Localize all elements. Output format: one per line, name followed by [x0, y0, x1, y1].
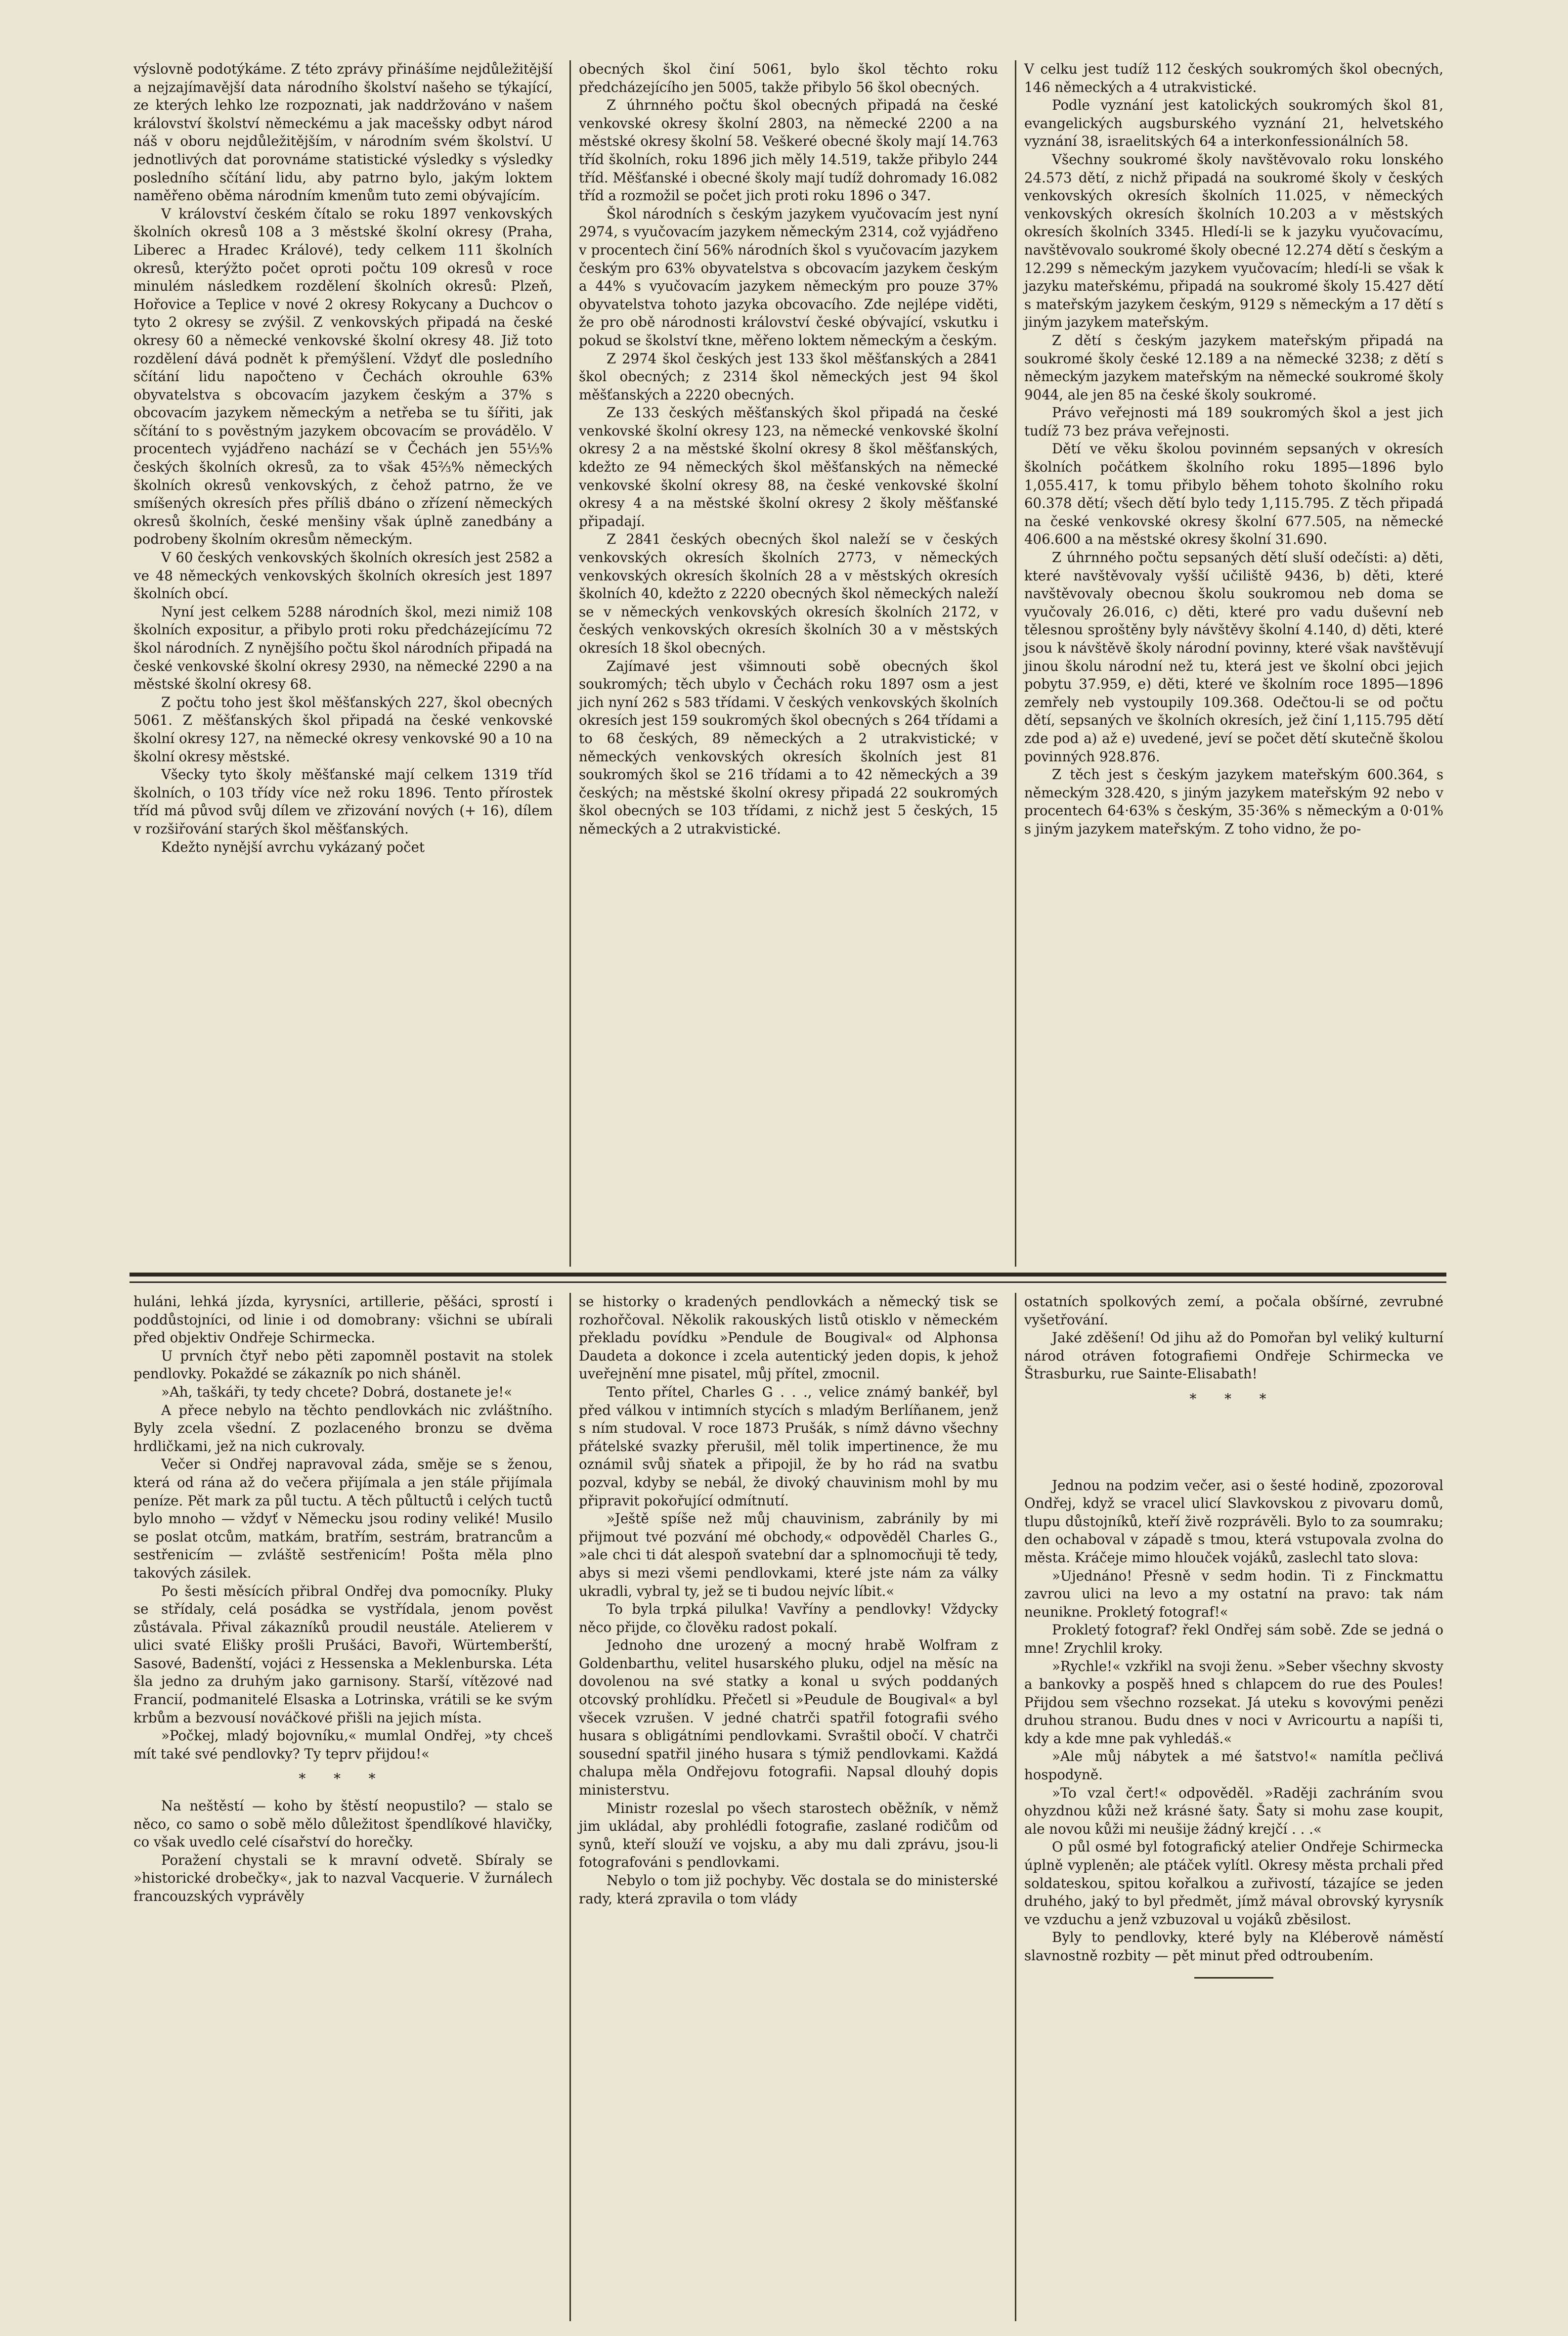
paragraph: Z úhrnného počtu škol obecných připadá na české venkovské okresy školní 2803, na německé 2200 a na městské okresy školní 58. Veškeré obecné školy mají 14.763 tříd školních, roku 1896 jich měly 14.519, takže přibylo 244 tříd. Měšťanské i obecné školy mají tudíž dohromady 16.082 tříd a rozmožil se počet jich proti roku 1896 o 347. — [579, 97, 998, 204]
paragraph: Z počtu toho jest škol měšťanských 227, škol obecných 5061. Z měšťanských škol připadá na české venkovské školní okresy 127, na německé okresy venkovské 90 a 10 na školní okresy městské. — [133, 694, 553, 765]
paragraph: V celku jest tudíž 112 českých soukromých škol obecných, 146 německých a 4 utrakvistické. — [1024, 61, 1443, 95]
paragraph: V 60 českých venkovských školních okresích jest 2582 a ve 48 německých venkovských školních okresích jest 1897 školních obcí. — [133, 549, 553, 602]
paragraph: Jednou na podzim večer, asi o šesté hodině, zpozoroval Ondřej, když se vracel ulicí Slavkovskou z pivovaru domů, tlupu důstojníků, kteří živě rozprávěli. Bylo to za soumraku; den ochaboval v západě s tmou, která vstupovala zvolna do města. Kráčeje mimo hlouček vojáků, zaslechl tato slova: — [1024, 1477, 1443, 1566]
paragraph: A přece nebylo na těchto pendlovkách nic zvláštního. Byly zcela všední. Z pozlaceného bronzu se dvěma hrdličkami, jež na nich cukrovaly. — [133, 1402, 553, 1454]
paragraph: Z dětí s českým jazykem mateřským připadá na soukromé školy české 12.189 a na německé 3238; z dětí s německým jazykem mateřským na německé soukromé školy 9044, ale jen 85 na české školy soukromé. — [1024, 332, 1443, 403]
paragraph: huláni, lehká jízda, kyrysníci, artillerie, pěšáci, sprostí i poddůstojníci, od linie i od domobrany: všichni se ubírali před objektiv Ondřeje Schirmecka. — [133, 1293, 553, 1346]
paragraph: Dětí ve věku školou povinném sepsaných v okresích školních počátkem školního roku 1895—1896 bylo 1,055.417, k tomu přibylo během tohoto školního roku 60.378 dětí; všech dětí bylo tedy 1,115.795. Z těch připadá na české venkovské okresy školní 677.505, na německé 406.600 a na městské okresy školní 31.690. — [1024, 441, 1443, 548]
statistics-article — [133, 60, 1443, 1267]
paragraph: »Rychle!« vzkřikl na svoji ženu. »Seber všechny skvosty a bankovky a pospěš hned s chlapcem do rue des Poules! Přijdou sem všechno rozsekat. Já uteku s kovovými penězi druhou stranou. Budu dnes v noci v Avricourtu a napíši ti, kdy a kde mne pak vyhledáš.« — [1024, 1658, 1443, 1747]
article-column-3 — [1015, 60, 1443, 1267]
paragraph: »To vzal čert!« odpověděl. »Raději zachráním svou ohyzdnou kůži než krásné šaty. Šaty si mohu zase koupit, ale novou kůži mi neušije žádný krejčí . . .« — [1024, 1784, 1443, 1837]
paragraph: »Počkej, mladý bojovníku,« mumlal Ondřej, »ty chceš mít také své pendlovky? Ty teprv přijdou!« — [133, 1727, 553, 1762]
paragraph: To byla trpká pilulka! Vavříny a pendlovky! Vždycky něco přijde, co člověku radost pokalí. — [579, 1601, 998, 1635]
paragraph: Večer si Ondřej napravoval záda, směje se s ženou, která od rána až do večera přijímala a jen stále přijímala peníze. Pět mark za půl tuctu. A těch půltuctů i celých tuctů bylo mnoho — vždyť v Německu jsou rodiny veliké! Musilo se poslat otcům, matkám, bratřím, sestrám, bratrancům a sestřenicím — zvláště sestřenicím! Pošta měla plno takových zásilek. — [133, 1456, 553, 1581]
story-column-1 — [133, 1293, 553, 2321]
paragraph: Všechny soukromé školy navštěvovalo roku lonského 24.573 dětí, z nichž připadá na soukromé školy v českých venkovských okresích školních 11.025, v německých venkovských okresích školních 10.203 a v městských okresích školních 3345. Hledí-li se k jazyku vyučovacímu, navštěvovalo soukromé školy obecné 12.274 dětí s českým a 12.299 s německým jazykem vyučovacím; hledí-li se však k jazyku mateřskému, připadá na soukromé školy 15.427 dětí s mateřským jazykem českým, 9129 s německým a 17 dětí s jiným jazykem mateřským. — [1024, 151, 1443, 331]
paragraph: Kdežto nynější avrchu vykázaný počet — [161, 838, 425, 855]
paragraph: Z těch jest s českým jazykem mateřským 600.364, s německým 328.420, s jiným jazykem mateřským 92 nebo v procentech 64·63% s českým, 35·36% s německým a 0·01% s jiným jazykem mateřským. Z toho vidno, že po- — [1024, 766, 1443, 837]
paragraph: Na neštěstí — koho by štěstí neopustilo? — stalo se něco, co samo o sobě mělo důležitost špendlíkové hlavičky, co však uvedlo celé císařství do horečky. — [133, 1798, 553, 1851]
paragraph: obecných škol činí 5061, bylo škol těchto roku předcházejícího jen 5005, takže přibylo 56 škol obecných. — [579, 61, 998, 95]
paragraph: Z úhrnného počtu sepsaných dětí sluší odečísti: a) děti, které navštěvovaly vyšší učiliště 9436, b) děti, které navštěvovaly obecnou školu soukromou neb doma se vyučovaly 26.016, c) děti, které pro vadu duševní neb tělesnou sproštěny byly návštěvy školní 4.140, d) děti, které jsou k návštěvě školy národní povinny, které však navštěvují jinou školu národní než tu, která jest ve školní obci jejich pobytu 37.959, e) děti, které ve školním roce 1895—1896 zemřely neb vystoupily 109.368. Odečtou-li se od počtu dětí, sepsaných ve školních okresích, jež činí 1,115.795 dětí zde pod a) až e) uvedené, jeví se počet dětí skutečně školou povinných 928.876. — [1024, 549, 1443, 765]
paragraph: Jaké zděšení! Od jihu až do Pomořan byl veliký kulturní národ otráven fotografiemi Ondřeje Schirmecka ve Štrasburku, rue Sainte-Elisabath! — [1024, 1329, 1443, 1382]
story-end-rule — [1194, 1977, 1273, 1979]
section-break-asterisks: * * * — [1189, 1390, 1278, 1407]
blank-space — [1024, 1417, 1443, 1477]
paragraph: se historky o kradených pendlovkách a německý tisk se rozhořčoval. Několik rakouských listů otisklo v německém překladu povídku »Pendule de Bougival« od Alphonsa Daudeta a dokonce i zcela autentický jeden dopis, k jehož uveřejnění mne pisatel, můj přítel, zmocnil. — [579, 1293, 998, 1382]
paragraph: Ministr rozeslal po všech starostech oběžník, v němž jim ukládal, aby prohlédli fotografie, zaslané rodičům od synů, kteří slouží ve vojsku, a aby mu dali zprávu, jsou-li fotografováni s pendlovkami. — [579, 1800, 998, 1871]
paragraph: Jednoho dne urozený a mocný hrabě Wolfram z Goldenbarthu, velitel husarského pluku, odjel na měsíc na dovolenou na své statky a konal u svých poddaných otcovský prohlídku. Přečetl si »Peudule de Bougival« a byl všecek vzrušen. V jedné chatrči spatřil fotografii svého husara s obligátními pendlovkami. Svraštil obočí. V chatrči sousední spatřil jiného husara s týmiž pendlovkami. Každá chalupa měla Ondřejovu fotografii. Napsal dlouhý dopis ministerstvu. — [579, 1637, 998, 1799]
paragraph: výslovně podotýkáme. Z této zprávy přinášíme nejdůležitější a nejzajímavější data národního školství našeho se týkající, ze kterých lehko lze rozpoznati, jak naddržováno v našem království školství německému a jak macešsky odbyt národ náš v oboru nejdůležitějším, v národním svém školství. U jednotlivých dat porovnáme statistické výsledky s výsledky posledního sčítání lidu, aby patrno bylo, jakým loktem naměřeno oběma národním kmenům tuto zemi obývajícím. — [133, 61, 553, 204]
paragraph: Ze 133 českých měšťanských škol připadá na české venkovské školní okresy 123, na německé venkovské školní okresy 2 a na městské školní okresy 8 škol měšťanských, kdežto ze 94 německých škol měšťanských na německé venkovské školní okresy 88, na české venkovské školní okresy 4 a na městské školní okresy 2 školy měšťanské připadají. — [579, 404, 998, 529]
paragraph: Tento přítel, Charles G . . ., velice známý bankéř, byl před válkou v intimních stycích s mladým Berlíňanem, jenž s ním studoval. V roce 1873 Prušák, s nímž dávno všechny přátelské svazky přerušil, měl tolik impertinence, že mu oznámil svůj sňatek a připojil, že by ho rád na svatbu pozval, kdyby se nebál, že divoký chauvinism mohl by mu připravit pokořující odmítnutí. — [579, 1383, 998, 1509]
section-divider-rule — [130, 1273, 1446, 1283]
story-column-2 — [569, 1293, 998, 2321]
paragraph: »Ah, taškáři, ty tedy chcete? Dobrá, dostanete je!« — [161, 1383, 513, 1400]
paragraph: U prvních čtyř nebo pěti zapomněl postavit na stolek pendlovky. Pokaždé se zákazník po nich sháněl. — [133, 1347, 553, 1382]
paragraph: »Ještě spíše než můj chauvinism, zabránily by mi přijmout tvé pozvání mé obchody,« odpověděl Charles G., »ale chci ti dát alespoň svatební dar a splnomocňuji tě tedy, abys si mezi všemi pendlovkami, které jste nám za války ukradli, vybral ty, jež se ti budou nejvíc líbit.« — [579, 1510, 998, 1599]
paragraph: V království českém čítalo se roku 1897 venkovských školních okresů 108 a 3 městské školní okresy (Praha, Liberec a Hradec Králové), tedy celkem 111 školních okresů, kterýžto počet oproti počtu 109 okresů v roce minulém následkem rozdělení školních okresů: Plzeň, Hořovice a Teplice v nové 2 okresy Rokycany a Duchcov o tyto 2 okresy se zvýšil. Z venkovských připadá na české okresy 60 a německé venkovské školní okresy 48. Již toto rozdělení dává podnět k přemýšlení. Vždyť dle posledního sčítání lidu napočteno v Čechách okrouhle 63% obyvatelstva s obcovacím jazykem českým a 37% s obcovacím jazykem německým a netřeba se tu šířiti, jak sčítání to s pověstným jazykem obcovacím se provádělo. V procentech vyjádřeno nachází se v Čechách jen 55⅓% českých školních okresů, za to však 45⅔% německých školních okresů venkovských, z čehož patrno, že ve smíšených okresích přes příliš dbáno o zřízení německých okresů školních, české menšiny však úplně zanedbány a podrobeny školním okresům německým. — [133, 205, 553, 548]
paragraph: Z 2841 českých obecných škol naleží se v českých venkovských okresích školních 2773, v německých venkovských okresích školních 28 a v městských okresích školních 40, kdežto z 2220 obecných škol německých naleží se v německých venkovských okresích školních 2172, v českých venkovských okresích školních 30 a v městských okresích 18 škol obecných. — [579, 531, 998, 656]
paragraph: Poražení chystali se k mravní odvetě. Sbíraly se »historické drobečky«, jak to nazval Vacquerie. V žurnálech francouzských vyprávěly — [133, 1851, 553, 1904]
paragraph: Všecky tyto školy měšťanské mají celkem 1319 tříd školních, o 103 třídy více než roku 1896. Tento přírostek tříd má původ svůj dílem ve zřizování nových (+ 16), dílem v rozšiřování starých škol měšťanských. — [133, 766, 553, 837]
paragraph: »Ujednáno! Přesně v sedm hodin. Ti z Finckmattu zavrou ulici na levo a my ostatní na pravo: tak nám neunikne. Prokletý fotograf!« — [1024, 1567, 1443, 1620]
paragraph: Škol národních s českým jazykem vyučovacím jest nyní 2974, s vyučovacím jazykem německým 2314, což vyjádřeno v procentech činí 56% národních škol s vyučovacím jazykem českým pro 63% obyvatelstva s obcovacím jazykem českým a 44% s vyučovacím jazykem německým pro pouze 37% obyvatelstva tohoto jazyka obcovacího. Zde nejlépe viděti, že pro obě národnosti království české obývající, vskutku i pokud se školství tkne, měřeno loktem německým a českým. — [579, 205, 998, 349]
paragraph: ostatních spolkových zemí, a počala obšírné, zevrubné vyšetřování. — [1024, 1293, 1443, 1328]
paragraph: Nebylo o tom již pochyby. Věc dostala se do ministerské rady, která zpravila o tom vlády — [579, 1872, 998, 1907]
paragraph: O půl osmé byl fotografický atelier Ondřeje Schirmecka úplně vypleněn; ale ptáček vylítl. Okresy města prchali před soldateskou, spitou kořalkou a zuřivostí, tázajíce se jeden druhého, jaký to byl předmět, jímž mával obrovský kyrysník ve vzduchu a jenž vzbuzoval u vojáků zběsilost. — [1024, 1839, 1443, 1928]
article-column-1 — [133, 60, 553, 1267]
paragraph: Prokletý fotograf? řekl Ondřej sám sobě. Zde se jedná o mne! Zrychlil kroky. — [1024, 1622, 1443, 1656]
story-column-3 — [1015, 1293, 1443, 2321]
paragraph: Podle vyznání jest katolických soukromých škol 81, evangelických augsburského vyznání 21, helvetského vyznání 38, israelitských 64 a interkonfessionálních 58. — [1024, 97, 1443, 150]
paragraph: Zajímavé jest všimnouti sobě obecných škol soukromých; těch ubylo v Čechách roku 1897 osm a jest jich nyní 262 s 583 třídami. V českých venkovských školních okresích jest 159 soukromých škol obecných s 264 třídami a to 68 českých, 89 německých a 2 utrakvistické; v německých venkovských okresích školních jest 81 soukromých škol se 216 třídami a to 42 německých a 39 českých; na městské školní okresy připadá 22 soukromých škol obecných se 103 třídami, z nichž jest 5 českých, 15 německých a 2 utrakvistické. — [579, 658, 998, 837]
paragraph: »Ale můj nábytek a mé šatstvo!« namítla pečlivá hospodyně. — [1024, 1748, 1443, 1783]
paragraph: Právo veřejnosti má 189 soukromých škol a jest jich tudíž 73 bez práva veřejnosti. — [1024, 404, 1443, 439]
paragraph: Z 2974 škol českých jest 133 škol měšťanských a 2841 škol obecných; z 2314 škol německých jest 94 škol měšťanských a 2220 obecných. — [579, 350, 998, 403]
paragraph: Nyní jest celkem 5288 národních škol, mezi nimiž 108 školních expositur, a přibylo proti roku předcházejícímu 72 škol národních. Z nynějšího počtu škol národních připadá na české venkovské školní okresy 2930, na německé 2290 a na městské školní okresy 68. — [133, 603, 553, 693]
article-column-2 — [569, 60, 998, 1267]
paragraph: Po šesti měsících přibral Ondřej dva pomocníky. Pluky se střídaly, celá posádka se vystřídala, jenom pověst zůstávala. Přival zákazníků proudil neustále. Atelierem v ulici svaté Elišky prošli Prušáci, Bavoři, Würtemberští, Sasové, Badenští, vojáci z Hessenska a Meklenburska. Léta šla jedno za druhým jako garnisony. Starší, vítězové nad Francií, podmanitelé Elsaska a Lotrinska, vrátili se ke svým krbům a bezvousí nováčkové přišli na jejich místa. — [133, 1583, 553, 1726]
feuilleton-story — [133, 1293, 1443, 2321]
section-break-asterisks: * * * — [299, 1770, 388, 1787]
paragraph: Byly to pendlovky, které byly na Kléberově náměstí slavnostně rozbity — pět minut před odtroubením. — [1024, 1929, 1443, 1964]
